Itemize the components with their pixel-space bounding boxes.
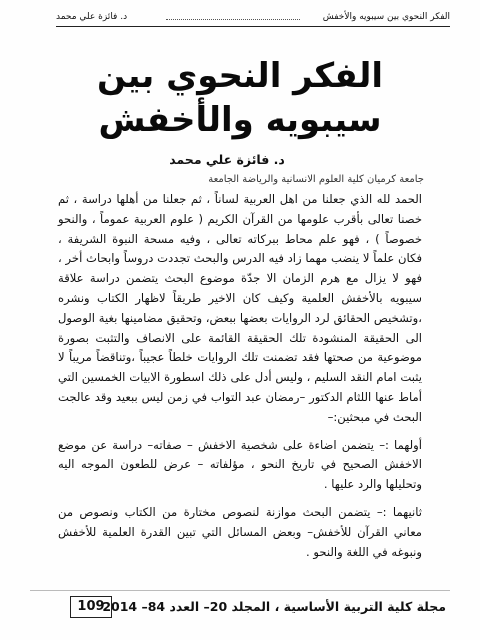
paragraph-first-section: أولهما :– يتضمن اضاءة على شخصية الاخفش – صفاته– دراسة عن موضع الاخفش الصحيح في تاريخ النحو ، مؤلفاته – عرض للطعون الموجه اليه وتحليلها والرد عليها . <box>58 437 422 492</box>
paragraph-introduction: الحمد لله الذي جعلنا من اهل العربية لساناً ، ثم جعلنا من أهلها دراسة ، ثم خصنا تعالى بأقرب علومها من القرآن الكريم ( علوم العربية عموماً ، والنحو خصوصاً ) ، فهو علم محاط ببركاته تعالى ، وفيه مسحة النبوة الشريفة ، فكان علماً لا ينضب مهما زاد فيه الدرس والبحث تجددت دروساً وابحاث أخر ، فهو لا يزال مع هرم الزمان الا جدّة موضوع البحث يتضمن دراسة علاقة سيبويه بالأخفش العلمية وكيف كان الاخير طريقاً لاظهار الكتاب ونشره ،وتشخيص الحقائق لرد الروايات بعضها ببعض، وتحقيق مضامينها بغية الوصول الى الحقيقة المنشودة تلك الحقيقة القائمة على الانصاف والتثبت بصورة موضوعية من صحتها فقد تضمنت تلك الروايات خلطاً عجيباً ،وتناقضاً مريباً لا يثبت امام النقد السليم ، وليس أدل على ذلك اسطورة الابيات الخمسين التي أماط عنها اللثام الدكتور –رمضان عبد التواب في زمن ليس ببعيد وقد عالجت البحث في مبحثين:– <box>58 192 422 424</box>
page-footer <box>30 590 450 617</box>
paragraph-second-section: ثانيهما :– يتضمن البحث موازنة لنصوص مختارة من الكتاب ونصوص من معاني القرآن للأخفش– وبعض المسائل التي تبين القدرة العلمية للأخفش ونبوغه في اللغة والنحو . <box>58 504 422 559</box>
running-header-title: الفكر النحوي بين سيبويه والأخفش <box>322 12 450 22</box>
author-affiliation: جامعة كرميان كلية العلوم الانسانية والرياضة الجامعة <box>208 174 424 185</box>
article-title-line-2: سيبويه والأخفش <box>98 100 382 140</box>
dotted-leader <box>166 19 300 20</box>
running-header <box>56 8 450 27</box>
running-header-author: د. فائزة علي محمد <box>56 12 128 22</box>
page-number-box: 109 <box>70 596 112 618</box>
article-title-line-1: الفكر النحوي بين <box>96 56 383 96</box>
journal-citation: مجلة كلية التربية الأساسية ، المجلد 20– العدد 84– 2014 <box>102 599 446 614</box>
abstract-body <box>58 190 422 562</box>
author-name: د. فائزة علي محمد <box>169 152 285 167</box>
